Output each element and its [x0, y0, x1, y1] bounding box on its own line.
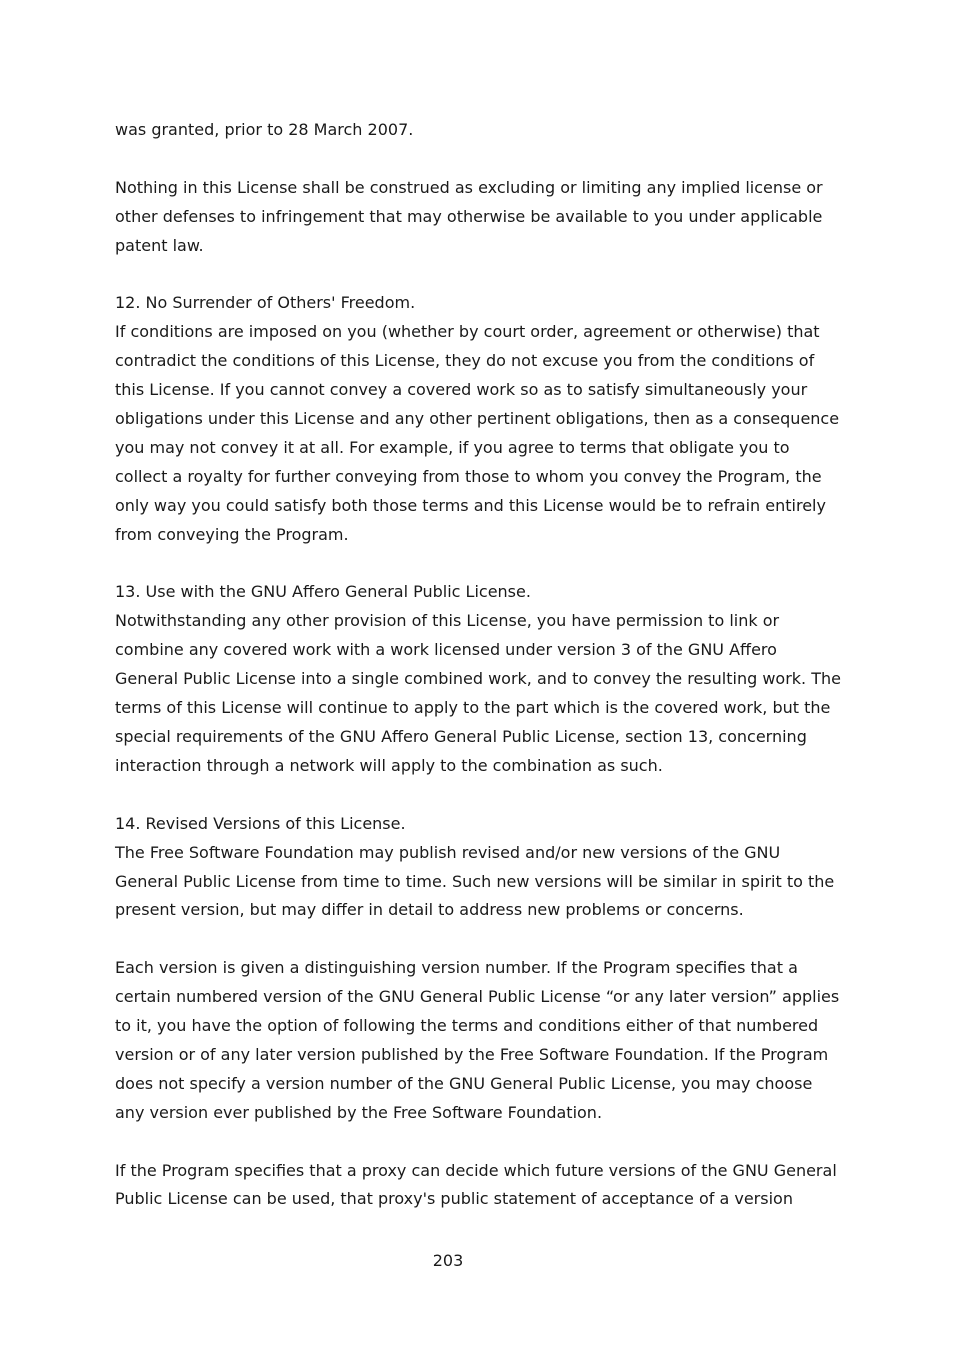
section-14-heading: 14. Revised Versions of this License.: [115, 813, 406, 833]
section-12-body: If conditions are imposed on you (whether by court order, agreement or otherwise) that contradict the conditions of this License, they do not excuse you from the conditions of this License. If you cannot convey a covered work so as to satisfy simultaneously your obligations under this License and any other pertinent obligations, then as a consequence you may not convey it at all. For example, if you agree to terms that obligate you to collect a royalty for further conveying from those to whom you convey the Program, the only way you could satisfy both those terms and this License would be to refrain entirely from conveying the Program.: [115, 322, 840, 544]
document-body: [115, 116, 845, 1214]
section-13-heading: 13. Use with the GNU Affero General Public License.: [115, 582, 531, 602]
section-12-heading: 12. No Surrender of Others' Freedom.: [115, 293, 416, 313]
paragraph-grant-date: was granted, prior to 28 March 2007.: [115, 120, 414, 139]
section-13-body: Notwithstanding any other provision of this License, you have permission to link or combine any covered work with a work licensed under version 3 of the GNU Affero General Public License into a single combined work, and to convey the resulting work. The terms of this License will continue to apply to the part which is the covered work, but the special requirements of the GNU Affero General Public License, section 13, concerning interaction through a network will apply to the combination as such.: [115, 611, 841, 775]
section-14-proxy: If the Program specifies that a proxy can decide which future versions of the GNU General Public License can be used, that proxy's public statement of acceptance of a version: [115, 1160, 837, 1209]
paragraph-implied-license: Nothing in this License shall be construed as excluding or limiting any implied license or other defenses to infringement that may otherwise be available to you under applicable patent law.: [115, 177, 823, 255]
section-14-body: The Free Software Foundation may publish revised and/or new versions of the GNU General Public License from time to time. Such new versions will be similar in spirit to the present version, but may differ in detail to address new problems or concerns.: [115, 842, 835, 920]
page-number: 203: [432, 1251, 464, 1270]
section-14-version-number: Each version is given a distinguishing version number. If the Program specifies that a certain numbered version of the GNU General Public License “or any later version” applies to it, you have the option of following the terms and conditions either of that numbered version or of any later version published by the Free Software Foundation. If the Program does not specify a version number of the GNU General Public License, you may choose any version ever published by the Free Software Foundation.: [115, 958, 840, 1122]
